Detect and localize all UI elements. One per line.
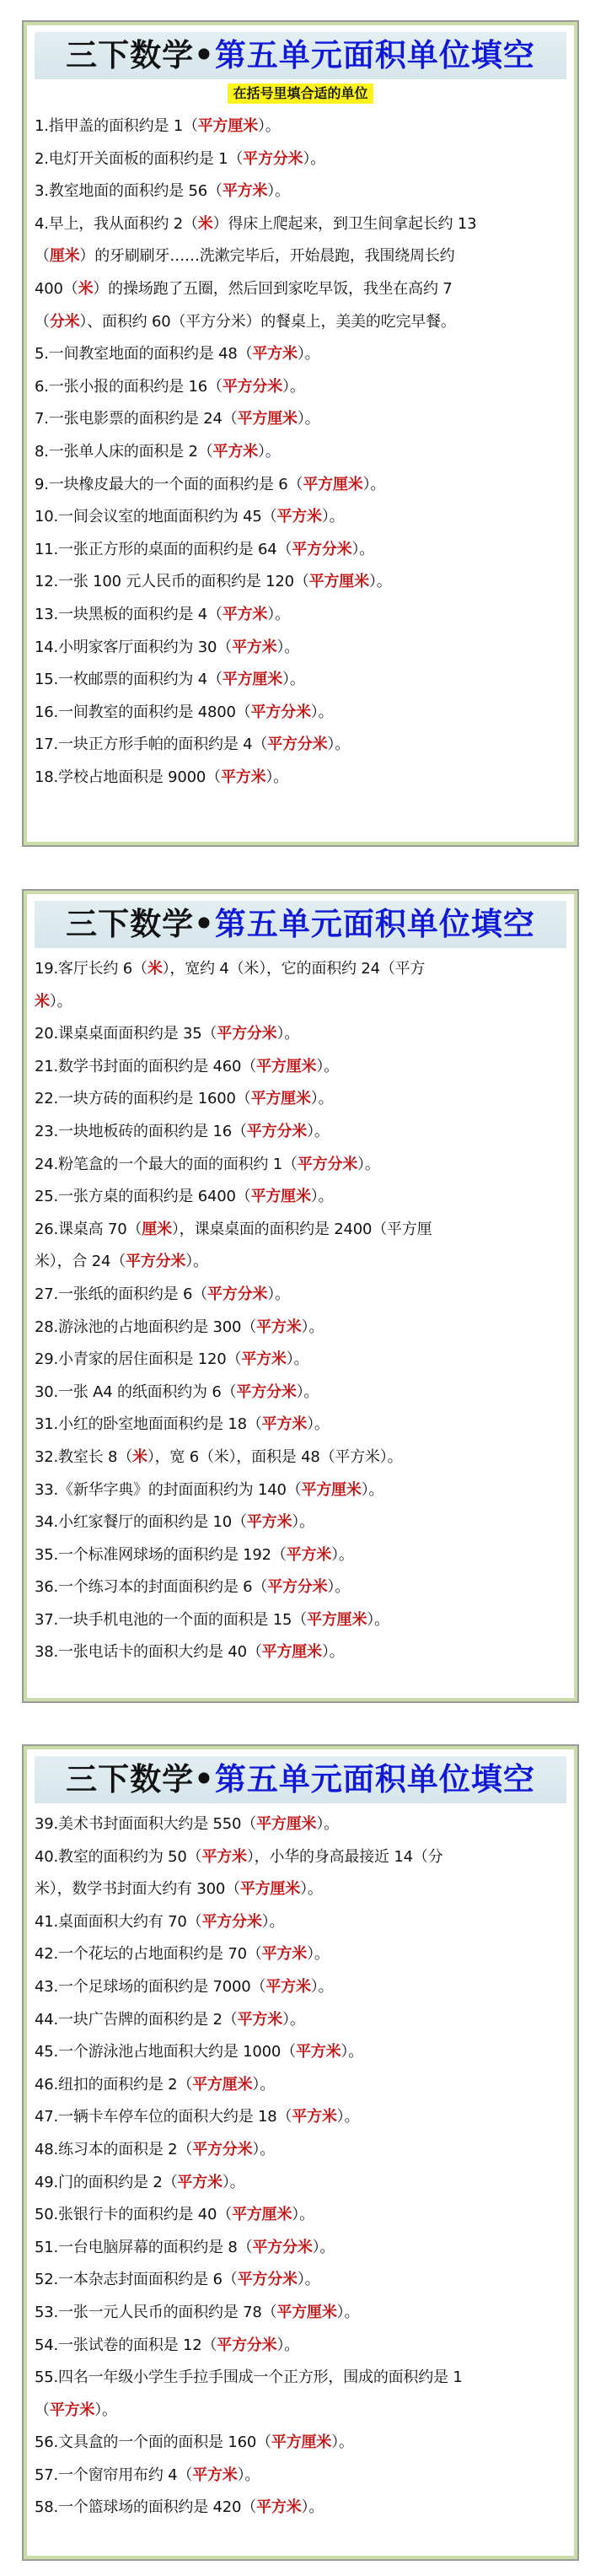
question-line — [35, 306, 566, 339]
question-text: 400（ — [35, 279, 78, 298]
question-text: 12.一张 100 元人民币的面积约是 120（ — [35, 573, 309, 591]
question-line — [35, 2232, 566, 2265]
question-line — [35, 729, 566, 762]
question-text: 11.一张正方形的桌面的面积约是 64（ — [35, 540, 292, 558]
question-text: 2.电灯开关面板的面积约是 1（ — [35, 149, 244, 168]
answer-text: 平方米 — [246, 1513, 292, 1532]
title-prefix: 三下数学• — [66, 37, 215, 73]
answer-text: 平方厘米 — [256, 1057, 317, 1075]
answer-text: 平方米 — [212, 442, 258, 461]
question-line — [35, 501, 566, 534]
answer-text: 平方米 — [49, 2401, 95, 2419]
question-text: 53.一张一元人民币的面积约是 78（ — [35, 2303, 277, 2321]
question-line — [35, 632, 566, 665]
question-text: 39.美术书封面面积大约是 550（ — [35, 1815, 257, 1833]
question-text: ）。 — [336, 2303, 360, 2321]
answer-text: 平方分米 — [217, 1025, 277, 1043]
question-text: 21.数学书封面的面积约是 460（ — [35, 1057, 257, 1075]
answer-text: 平方厘米 — [271, 2433, 332, 2452]
question-text: 7.一张电影票的面积约是 24（ — [35, 410, 238, 428]
question-text: 25.一张方桌的面积约是 6400（ — [35, 1188, 251, 1206]
question-text: 8.一张单人床的面积是 2（ — [35, 442, 213, 461]
question-text: 47.一辆卡车停车位的面积大约是 18（ — [35, 2108, 292, 2126]
answer-text: 平方米 — [292, 2108, 337, 2126]
answer-text: 平方厘米 — [261, 1643, 322, 1662]
question-line — [35, 1971, 566, 2004]
subtitle: 在括号里填合适的单位 — [228, 84, 373, 104]
question-text: 22.一块方砖的面积约是 1600（ — [35, 1090, 251, 1108]
question-text: ）。 — [282, 2010, 305, 2029]
question-text: 32.教室长 8（ — [35, 1447, 132, 1466]
question-text: 9.一块橡皮最大的一个面的面积约是 6（ — [35, 475, 303, 493]
question-text: 6.一张小报的面积约是 16（ — [35, 377, 223, 396]
question-line — [35, 2069, 566, 2102]
question-text: ）。 — [252, 2075, 276, 2094]
question-text: ）。 — [312, 2238, 335, 2256]
question-line — [35, 2362, 566, 2395]
question-line — [35, 1474, 566, 1507]
question-text: ）得床上爬起来，到卫生间拿起长约 13 — [212, 214, 477, 233]
answer-text: 平方分米 — [236, 1382, 297, 1401]
question-text: ）。 — [331, 1545, 354, 1564]
question-text: ）。 — [292, 2206, 314, 2224]
question-text: 14.小明家客厅面积约为 30（ — [35, 638, 233, 656]
answer-text: 厘米 — [142, 1220, 172, 1238]
question-text: 48.练习本的面积是 2（ — [35, 2140, 193, 2158]
question-line — [35, 143, 566, 176]
question-line — [35, 1377, 566, 1409]
question-line — [35, 762, 566, 795]
question-line — [35, 371, 566, 404]
question-line — [35, 1181, 566, 1214]
answer-text: 平方分米 — [217, 2336, 277, 2354]
question-text: ）。 — [301, 1318, 324, 1336]
question-line — [35, 697, 566, 730]
answer-text: 平方厘米 — [232, 2206, 292, 2224]
question-text: 31.小红的卧室地面面积约是 18（ — [35, 1415, 262, 1434]
question-text: ）。 — [267, 182, 290, 201]
question-text: 24.粉笔盒的一个最大的面的面积约 1（ — [35, 1155, 298, 1173]
question-text: ）。 — [257, 117, 281, 135]
answer-text: 平方米 — [252, 345, 298, 364]
question-text: ）。 — [351, 540, 375, 558]
question-text: 34.小红家餐厅的面积约是 10（ — [35, 1513, 247, 1532]
question-line — [35, 1539, 566, 1572]
question-text: ）。 — [357, 1155, 380, 1173]
question-text: ）。 — [261, 1912, 285, 1931]
question-line — [35, 534, 566, 567]
answer-text: 平方厘米 — [237, 410, 298, 428]
question-line — [35, 338, 566, 371]
answer-text: 平方米 — [276, 508, 322, 526]
answer-text: 平方分米 — [297, 1155, 358, 1173]
question-text: 23.一块地板砖的面积约是 16（ — [35, 1122, 247, 1140]
question-text: 33.《新华字典》的封面面积约为 140（ — [35, 1480, 302, 1499]
question-text: 35.一个标准网球场的面积约是 192（ — [35, 1545, 287, 1564]
question-text: 米），合 24（ — [35, 1253, 126, 1271]
answer-text: 米 — [78, 279, 94, 298]
answer-text: 厘米 — [49, 247, 80, 266]
answer-text: 平方分米 — [292, 540, 352, 558]
question-line — [35, 1149, 566, 1182]
title-main: 第五单元面积单位填空 — [214, 37, 535, 73]
answer-text: 平方米 — [256, 1318, 302, 1336]
question-text: 45.一个游泳池占地面积大约是 1000（ — [35, 2043, 296, 2061]
answer-text: 平方米 — [265, 1977, 311, 1996]
question-text: 4.早上，我从面积约 2（ — [35, 214, 198, 233]
answer-text: 平方米 — [261, 1415, 308, 1434]
question-text: ），小华的身高最接近 14（分 — [246, 1847, 443, 1866]
answer-text: 米 — [197, 214, 213, 233]
question-text: 50.张银行卡的面积约是 40（ — [35, 2206, 233, 2224]
answer-text: 平方米 — [237, 2010, 283, 2029]
question-text: ），宽约 4（米），它的面积约 24（平方 — [162, 960, 426, 978]
answer-text: 平方分米 — [250, 703, 311, 721]
question-line — [35, 1506, 566, 1539]
answer-text: 米 — [132, 1447, 147, 1466]
question-text: ）。 — [292, 1513, 314, 1532]
answer-text: 平方分米 — [267, 1578, 328, 1597]
answer-text: 平方厘米 — [301, 1480, 362, 1499]
answer-text: 米 — [35, 992, 50, 1010]
question-text: 55.四名一年级小学生手拉手围成一个正方形，围成的面积约是 1 — [35, 2369, 463, 2387]
question-text: 米），数学书封面大约有 300（ — [35, 1880, 240, 1899]
question-text: ）。 — [297, 2271, 320, 2289]
question-text: ）。 — [367, 1610, 389, 1629]
question-line — [35, 1938, 566, 1971]
question-text: 56.文具盒的一个面的面积是 160（ — [35, 2433, 271, 2452]
answer-text: 平方厘米 — [250, 1188, 311, 1206]
question-line — [35, 1841, 566, 1874]
question-text: ）。 — [252, 2140, 276, 2158]
question-line — [35, 1279, 566, 1312]
question-text: ）。 — [361, 1480, 384, 1499]
section-title — [35, 901, 566, 948]
question-text: ）。 — [310, 703, 334, 721]
question-text: ）。 — [301, 2498, 324, 2517]
question-text: （ — [35, 247, 50, 266]
question-line — [35, 2036, 566, 2069]
question-line — [35, 1571, 566, 1604]
question-text: ）。 — [257, 442, 281, 461]
question-text: ）。 — [336, 2108, 360, 2126]
question-text: ）。 — [341, 2043, 363, 2061]
question-text: 15.一枚邮票的面积约为 4（ — [35, 671, 223, 689]
answer-text: 平方分米 — [201, 1912, 262, 1931]
answer-text: 平方分米 — [267, 736, 328, 754]
answer-text: 平方米 — [232, 638, 277, 656]
answer-text: 平方分米 — [126, 1253, 186, 1271]
answer-text: 平方厘米 — [256, 1815, 317, 1833]
question-line — [35, 566, 566, 599]
section-title — [35, 1756, 566, 1803]
question-text: ）。 — [49, 992, 72, 1010]
question-text: ）。 — [310, 1090, 334, 1108]
question-line — [35, 2199, 566, 2232]
question-text: ）。 — [321, 1643, 345, 1662]
question-text: ）。 — [297, 410, 320, 428]
question-text: ）。 — [276, 1025, 300, 1043]
question-text: ）。 — [282, 671, 305, 689]
question-text: 43.一个足球场的面积约是 7000（ — [35, 1977, 266, 1996]
answer-text: 平方厘米 — [307, 1610, 367, 1629]
question-line — [35, 1636, 566, 1669]
question-text: 17.一块正方形手帕的面积约是 4（ — [35, 736, 268, 754]
answer-text: 平方分米 — [243, 149, 303, 168]
question-text: 40.教室的面积约为 50（ — [35, 1847, 202, 1866]
question-line — [35, 436, 566, 469]
question-text: ）。 — [316, 1815, 339, 1833]
question-line — [35, 2427, 566, 2460]
subtitle-row — [35, 84, 566, 104]
question-text: 1.指甲盖的面积约是 1（ — [35, 117, 198, 135]
question-text: 57.一个窗帘用布约 4（ — [35, 2466, 193, 2484]
answer-text: 平方厘米 — [192, 2075, 253, 2094]
answer-text: 平方米 — [261, 1945, 308, 1964]
question-line — [35, 273, 566, 306]
question-line — [35, 469, 566, 502]
answer-text: 平方米 — [220, 768, 266, 786]
question-text: ）。 — [237, 2466, 260, 2484]
answer-text: 平方分米 — [222, 377, 283, 396]
question-text: 29.小青家的居住面积是 120（ — [35, 1350, 242, 1369]
question-text: ）。 — [327, 1578, 351, 1597]
answer-text: 分米 — [49, 312, 80, 331]
question-text: 28.游泳池的占地面积约是 300（ — [35, 1318, 257, 1336]
answer-text: 平方厘米 — [250, 1090, 311, 1108]
question-text: ）。 — [94, 2401, 117, 2419]
title-main: 第五单元面积单位填空 — [214, 906, 535, 942]
answer-text: 平方厘米 — [222, 671, 283, 689]
question-text: （ — [35, 2401, 50, 2419]
worksheet-section-3 — [22, 1744, 579, 2561]
question-text: 19.客厅长约 6（ — [35, 960, 147, 978]
question-text: ），课桌桌面的面积约是 2400（平方厘 — [171, 1220, 432, 1238]
question-text: 3.教室地面的面积约是 56（ — [35, 182, 223, 201]
answer-text: 平方厘米 — [239, 1880, 301, 1899]
question-text: 41.桌面面积大约有 70（ — [35, 1912, 202, 1931]
question-text: ）。 — [276, 2336, 300, 2354]
question-text: ）的操场跑了五圈，然后回到家吃早饭，我坐在高约 7 — [93, 279, 453, 298]
answer-text: 平方分米 — [192, 2140, 253, 2158]
title-prefix: 三下数学• — [66, 906, 215, 942]
question-line — [35, 2101, 566, 2134]
question-text: ）。 — [310, 1977, 334, 1996]
question-text: ）。 — [296, 1382, 319, 1401]
question-text: ）。 — [331, 2433, 354, 2452]
question-text: ）。 — [267, 605, 290, 623]
question-text: ）的牙刷刷牙……洗漱完毕后，开始晨跑，我围绕周长约 — [79, 247, 455, 266]
question-text: ）。 — [297, 345, 320, 364]
question-text: 18.学校占地面积是 9000（ — [35, 768, 221, 786]
question-line — [35, 1083, 566, 1116]
question-text: ）。 — [307, 1415, 330, 1434]
question-text: ）。 — [185, 1253, 208, 1271]
question-text: 38.一张电话卡的面积大约是 40（ — [35, 1643, 262, 1662]
question-text: 10.一间会议室的地面面积约为 45（ — [35, 508, 277, 526]
question-text: 16.一间教室的面积约是 4800（ — [35, 703, 251, 721]
question-line — [35, 1018, 566, 1051]
question-text: 54.一张试卷的面积是 12（ — [35, 2336, 217, 2354]
question-text: ）、面积约 60（平方分米）的餐桌上，美美的吃完早餐。 — [79, 312, 456, 331]
question-line — [35, 110, 566, 143]
question-text: 42.一个花坛的占地面积约是 70（ — [35, 1945, 262, 1964]
question-line — [35, 2297, 566, 2330]
question-line — [35, 403, 566, 436]
answer-text: 平方米 — [222, 182, 268, 201]
question-text: ）。 — [286, 1350, 309, 1369]
question-line — [35, 2330, 566, 2363]
question-text: 58.一个篮球场的面积约是 420（ — [35, 2498, 257, 2517]
answer-text: 平方米 — [177, 2173, 223, 2191]
answer-text: 平方米 — [256, 2498, 302, 2517]
question-list — [35, 1808, 566, 2525]
answer-text: 平方米 — [192, 2466, 238, 2484]
question-line — [35, 2167, 566, 2200]
question-line — [35, 240, 566, 273]
question-line — [35, 2460, 566, 2492]
question-text: ）。 — [368, 573, 392, 591]
question-text: 13.一块黑板的面积约是 4（ — [35, 605, 223, 623]
question-text: 49.门的面积约是 2（ — [35, 2173, 178, 2191]
question-text: 5.一间教室地面的面积约是 48（ — [35, 345, 253, 364]
title-main: 第五单元面积单位填空 — [214, 1761, 535, 1797]
answer-text: 平方厘米 — [276, 2303, 337, 2321]
question-line — [35, 208, 566, 241]
question-line — [35, 175, 566, 208]
answer-text: 平方厘米 — [308, 573, 369, 591]
question-text: 44.一块广告牌的面积约是 2（ — [35, 2010, 238, 2029]
question-line — [35, 1873, 566, 1906]
answer-text: 平方米 — [222, 605, 268, 623]
question-line — [35, 2395, 566, 2428]
answer-text: 米 — [147, 960, 163, 978]
question-text: ）。 — [282, 377, 305, 396]
answer-text: 平方厘米 — [303, 475, 363, 493]
question-text: ）。 — [321, 508, 345, 526]
question-line — [35, 1214, 566, 1247]
answer-text: 平方厘米 — [197, 117, 258, 135]
question-line — [35, 599, 566, 632]
question-text: ）。 — [310, 1188, 334, 1206]
title-prefix: 三下数学• — [66, 1761, 215, 1797]
question-text: 26.课桌高 70（ — [35, 1220, 142, 1238]
question-text: ）。 — [362, 475, 386, 493]
question-line — [35, 2264, 566, 2297]
question-line — [35, 2134, 566, 2167]
question-line — [35, 953, 566, 986]
question-line — [35, 1604, 566, 1637]
question-text: 52.一本杂志封面面积约是 6（ — [35, 2271, 238, 2289]
question-line — [35, 1442, 566, 1474]
question-line — [35, 1808, 566, 1841]
question-line — [35, 1116, 566, 1149]
answer-text: 平方分米 — [246, 1122, 308, 1140]
question-list — [35, 953, 566, 1669]
question-line — [35, 1051, 566, 1084]
question-line — [35, 1344, 566, 1377]
answer-text: 平方分米 — [252, 2238, 313, 2256]
question-line — [35, 2004, 566, 2037]
question-line — [35, 1906, 566, 1939]
question-line — [35, 1246, 566, 1279]
question-text: ）。 — [267, 1285, 290, 1303]
question-text: ）。 — [303, 149, 325, 168]
worksheet-section-1 — [22, 20, 579, 847]
question-text: ）。 — [300, 1880, 323, 1899]
question-line — [35, 1409, 566, 1442]
question-text: 27.一张纸的面积约是 6（ — [35, 1285, 207, 1303]
question-text: 51.一台电脑屏幕的面积约是 8（ — [35, 2238, 253, 2256]
answer-text: 平方米 — [241, 1350, 287, 1369]
question-list — [35, 110, 566, 794]
question-text: 37.一块手机电池的一个面的面积是 15（ — [35, 1610, 308, 1629]
question-text: 30.一张 A4 的纸面积约为 6（ — [35, 1382, 237, 1401]
question-text: ）。 — [307, 1122, 330, 1140]
question-text: ）。 — [222, 2173, 245, 2191]
question-text: ）。 — [316, 1057, 339, 1075]
question-text: （ — [35, 312, 50, 331]
answer-text: 平方米 — [286, 1545, 332, 1564]
answer-text: 平方米 — [295, 2043, 341, 2061]
question-text: 46.纽扣的面积约是 2（ — [35, 2075, 193, 2094]
question-line — [35, 1312, 566, 1345]
answer-text: 平方米 — [201, 1847, 247, 1866]
question-line — [35, 2492, 566, 2525]
question-text: ）。 — [276, 638, 300, 656]
answer-text: 平方分米 — [237, 2271, 298, 2289]
answer-text: 平方分米 — [207, 1285, 268, 1303]
question-line — [35, 664, 566, 697]
question-text: 20.课桌桌面面积约是 35（ — [35, 1025, 217, 1043]
question-line — [35, 986, 566, 1019]
question-text: ），宽 6（米），面积是 48（平方米）。 — [147, 1447, 403, 1466]
question-text: ）。 — [327, 736, 351, 754]
worksheet-section-2 — [22, 889, 579, 1703]
section-title — [35, 32, 566, 79]
question-text: 36.一个练习本的封面面积约是 6（ — [35, 1578, 268, 1597]
question-text: ）。 — [307, 1945, 330, 1964]
question-text: ）。 — [265, 768, 288, 786]
